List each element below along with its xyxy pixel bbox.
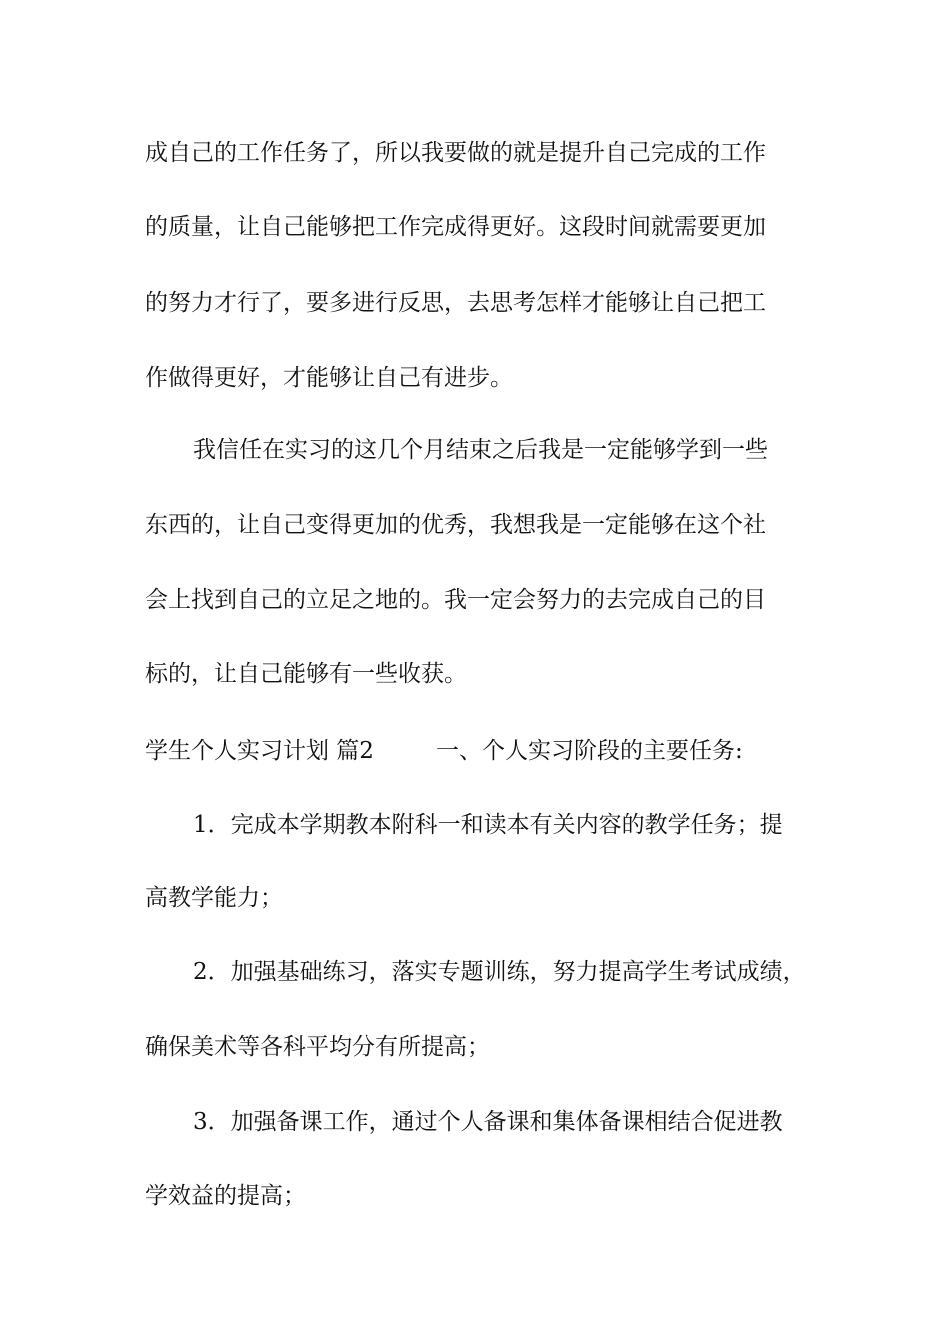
item-3-line-1: 3．加强备课工作，通过个人备课和集体备课相结合促进教: [193, 1109, 783, 1135]
paragraph-2-line-3: 会上找到自己的立足之地的。我一定会努力的去完成自己的目: [145, 587, 766, 613]
item-2-line-2: 确保美术等各科平均分有所提高；: [145, 1034, 490, 1060]
paragraph-2-line-2: 东西的，让自己变得更加的优秀，我想我是一定能够在这个社: [145, 512, 766, 538]
item-2-line-1: 2．加强基础练习，落实专题训练，努力提高学生考试成绩，: [193, 959, 806, 985]
item-1-line-1: 1．完成本学期教本附科一和读本有关内容的教学任务；提: [193, 812, 783, 838]
paragraph-1-line-3: 的努力才行了，要多进行反思，去思考怎样才能够让自己把工: [145, 290, 766, 316]
section-heading-title: 学生个人实习计划 篇2: [145, 738, 374, 764]
paragraph-2-line-1: 我信任在实习的这几个月结束之后我是一定能够学到一些: [193, 437, 768, 463]
paragraph-1-line-1: 成自己的工作任务了，所以我要做的就是提升自己完成的工作: [145, 140, 766, 166]
item-3-line-2: 学效益的提高；: [145, 1183, 306, 1209]
paragraph-1-line-4: 作做得更好，才能够让自己有进步。: [145, 365, 513, 391]
paragraph-2-line-4: 标的，让自己能够有一些收获。: [145, 661, 467, 687]
paragraph-1-line-2: 的质量，让自己能够把工作完成得更好。这段时间就需要更加: [145, 214, 766, 240]
item-1-line-2: 高教学能力；: [145, 885, 283, 911]
section-heading-subtitle: 一、个人实习阶段的主要任务:: [436, 738, 743, 764]
